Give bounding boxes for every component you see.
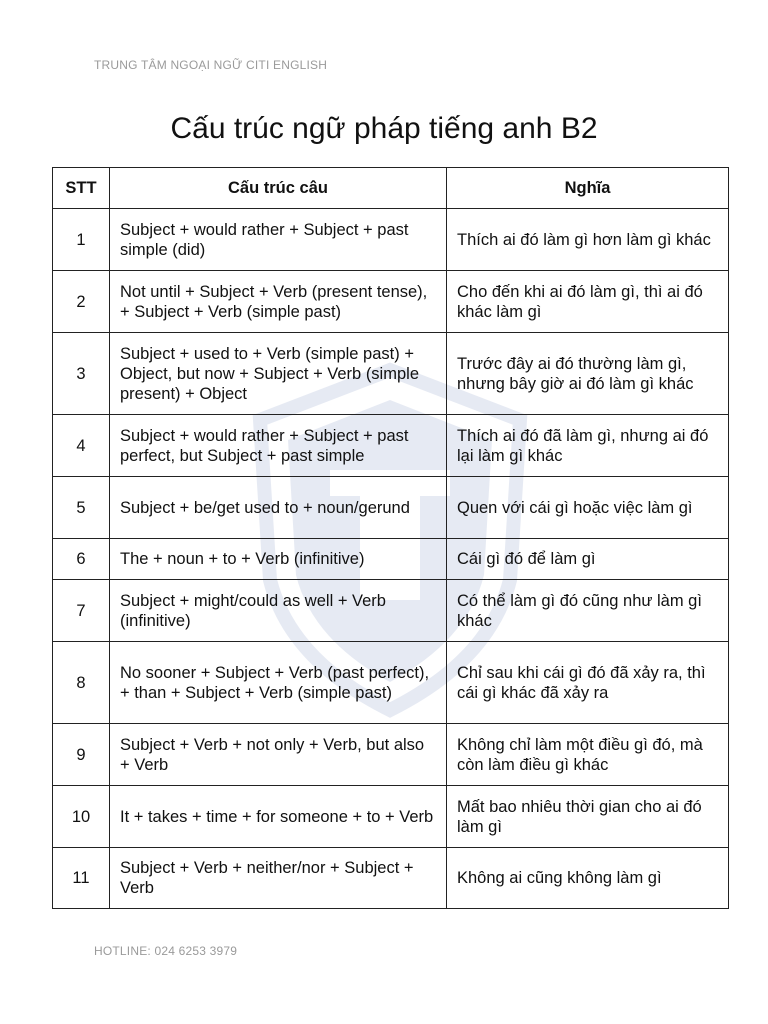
row-structure: Subject + would rather + Subject + past simple (did) [110,209,447,271]
table-row [53,477,729,539]
row-meaning: Cái gì đó để làm gì [447,539,729,580]
row-number: 6 [53,539,110,580]
row-meaning: Trước đây ai đó thường làm gì, nhưng bây giờ ai đó làm gì khác [447,333,729,415]
row-meaning: Cho đến khi ai đó làm gì, thì ai đó khác làm gì [447,271,729,333]
row-number: 1 [53,209,110,271]
row-number: 7 [53,580,110,642]
row-number: 11 [53,848,110,909]
row-structure: Subject + would rather + Subject + past perfect, but Subject + past simple [110,415,447,477]
row-meaning: Thích ai đó làm gì hơn làm gì khác [447,209,729,271]
header-meaning: Nghĩa [447,168,729,209]
header-stt: STT [53,168,110,209]
table-row [53,786,729,848]
table-row [53,848,729,909]
row-meaning: Không chỉ làm một điều gì đó, mà còn làm điều gì khác [447,724,729,786]
row-structure: Subject + used to + Verb (simple past) + Object, but now + Subject + Verb (simple present) + Object [110,333,447,415]
row-meaning: Chỉ sau khi cái gì đó đã xảy ra, thì cái gì khác đã xảy ra [447,642,729,724]
row-meaning: Mất bao nhiêu thời gian cho ai đó làm gì [447,786,729,848]
table-header-row [53,168,729,209]
row-number: 4 [53,415,110,477]
table-row [53,415,729,477]
row-structure: The + noun + to + Verb (infinitive) [110,539,447,580]
row-meaning: Quen với cái gì hoặc việc làm gì [447,477,729,539]
page-title: Cấu trúc ngữ pháp tiếng anh B2 [170,112,598,146]
row-number: 10 [53,786,110,848]
table-row [53,271,729,333]
table-row [53,580,729,642]
row-number: 2 [53,271,110,333]
row-meaning: Có thể làm gì đó cũng như làm gì khác [447,580,729,642]
header-structure: Cấu trúc câu [110,168,447,209]
row-structure: No sooner + Subject + Verb (past perfect), + than + Subject + Verb (simple past) [110,642,447,724]
table-row [53,333,729,415]
row-meaning: Thích ai đó đã làm gì, nhưng ai đó lại làm gì khác [447,415,729,477]
grammar-table [52,167,729,909]
row-number: 5 [53,477,110,539]
row-structure: Not until + Subject + Verb (present tense), + Subject + Verb (simple past) [110,271,447,333]
header-note: TRUNG TÂM NGOẠI NGỮ CITI ENGLISH [94,58,328,72]
row-structure: Subject + Verb + neither/nor + Subject + Verb [110,848,447,909]
row-meaning: Không ai cũng không làm gì [447,848,729,909]
footer-hotline: HOTLINE: 024 6253 3979 [94,944,238,958]
row-structure: Subject + be/get used to + noun/gerund [110,477,447,539]
row-number: 3 [53,333,110,415]
table-row [53,539,729,580]
table-row [53,209,729,271]
table-row [53,642,729,724]
table-row [53,724,729,786]
row-structure: Subject + might/could as well + Verb (infinitive) [110,580,447,642]
row-number: 8 [53,642,110,724]
row-structure: It + takes + time + for someone + to + Verb [110,786,447,848]
row-structure: Subject + Verb + not only + Verb, but also + Verb [110,724,447,786]
row-number: 9 [53,724,110,786]
